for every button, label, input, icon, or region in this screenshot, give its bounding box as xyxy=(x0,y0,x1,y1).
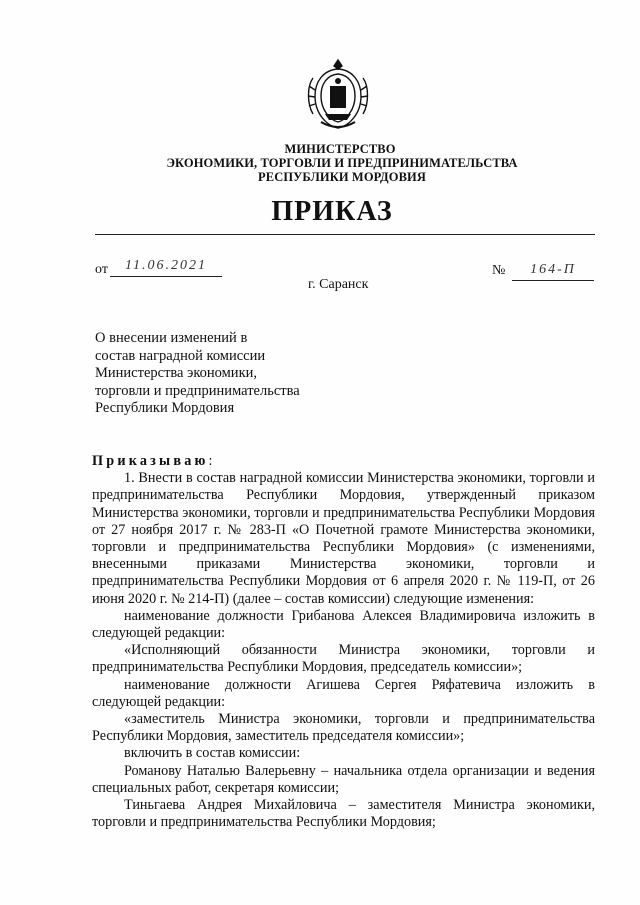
order-command-colon: : xyxy=(208,453,213,469)
city-name: г. Саранск xyxy=(308,277,369,292)
body-paragraph: наименование должности Грибанова Алексея Владимировича изложить в следующей редакции: xyxy=(92,607,595,642)
ministry-name-line-3: РЕСПУБЛИКИ МОРДОВИЯ xyxy=(258,170,426,184)
ministry-name-line-2: ЭКОНОМИКИ, ТОРГОВЛИ И ПРЕДПРИНИМАТЕЛЬСТВА xyxy=(166,156,518,170)
handwritten-date: 11.06.2021 xyxy=(110,258,222,277)
coat-of-arms-emblem xyxy=(303,56,373,132)
header-divider xyxy=(95,234,595,235)
handwritten-order-number: 164-П xyxy=(512,262,594,281)
subject-line: торговли и предпринимательства xyxy=(95,382,300,399)
body-paragraph: «Исполняющий обязанности Министра экономики, торговли и предпринимательства Республики Мордовия, председатель комиссии»; xyxy=(92,642,595,676)
order-subject xyxy=(95,330,300,418)
body-paragraph: «заместитель Министра экономики, торговли и предпринимательства Республики Мордовия, заместитель председателя комиссии»; xyxy=(92,711,595,745)
order-command xyxy=(92,453,595,470)
body-paragraph: 1. Внести в состав наградной комиссии Министерства экономики, торговли и предпринимательства Республики Мордовия, утвержденный приказом Министерства экономики, торговли и предпринимательства Республики Мордовия от 27 ноября 2017 г. № 283-П «О Почетной грамоте Министерства экономики, торговли и предпринимательства Республики Мордовия» (с изменениями, внесенными приказами Министерства экономики, торговли и предпринимательства Республики Мордовия от 6 апреля 2020 г. № 119-П, от 26 июня 2020 г. № 214-П) (далее – состав комиссии) следующие изменения: xyxy=(92,470,595,607)
subject-line: О внесении изменений в xyxy=(95,330,248,346)
subject-line: Республики Мордовия xyxy=(95,400,235,416)
order-command-word: Приказываю xyxy=(92,453,209,469)
ministry-name-line-1: МИНИСТЕРСТВО xyxy=(284,142,396,156)
document-type-title: ПРИКАЗ xyxy=(271,196,393,227)
subject-line: состав наградной комиссии xyxy=(95,347,266,364)
subject-line: Министерства экономики, xyxy=(95,365,257,381)
date-label: от xyxy=(95,262,108,277)
body-paragraph: Романову Наталью Валерьевну – начальника отдела организации и ведения специальных работ, секретаря комиссии; xyxy=(92,762,595,796)
body-paragraph: включить в состав комиссии: xyxy=(124,745,301,762)
order-body xyxy=(92,453,595,831)
number-label: № xyxy=(492,263,506,278)
body-paragraph: наименование должности Агишева Сергея Ряфатевича изложить в следующей редакции: xyxy=(92,676,595,710)
body-paragraph: Тиньгаева Андрея Михайловича – заместителя Министра экономики, торговли и предпринимательства Республики Мордовия; xyxy=(92,797,595,831)
